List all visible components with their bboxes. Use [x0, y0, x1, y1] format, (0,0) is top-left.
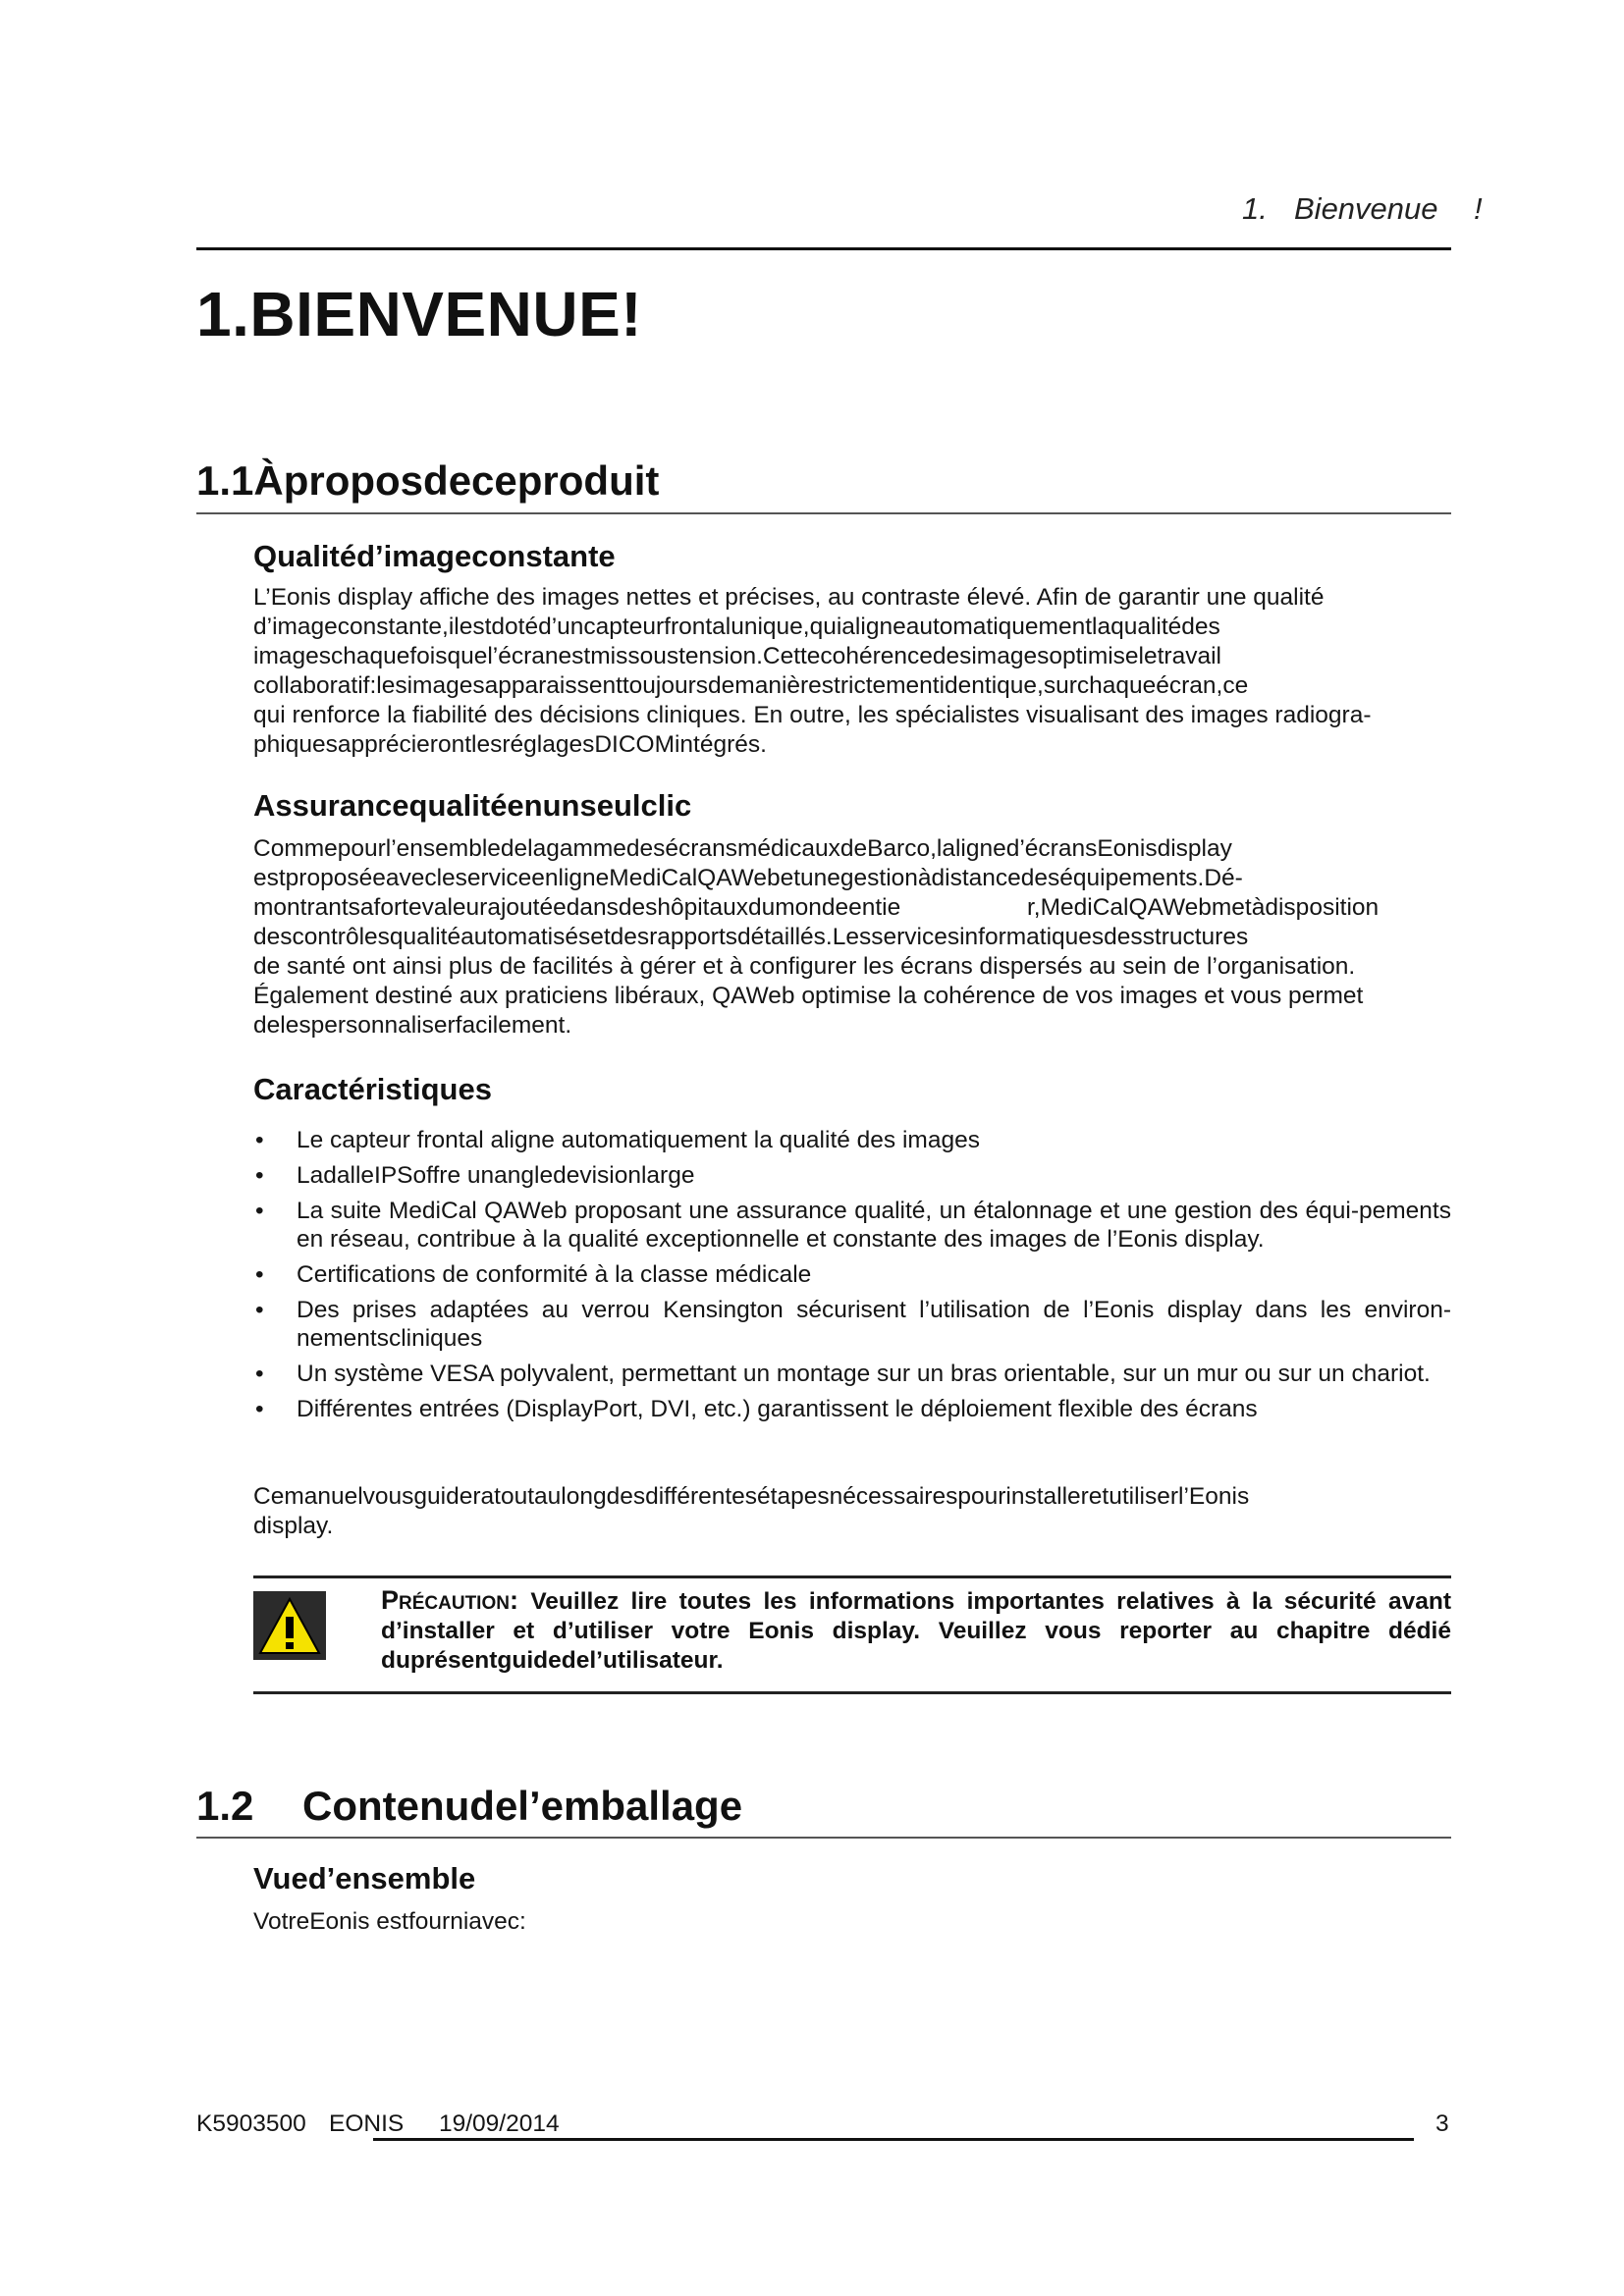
text-line: phiquesapprécierontlesréglagesDICOMintégrés.	[253, 731, 767, 758]
page-number: 3	[1435, 2110, 1449, 2137]
caution-body: Veuillez lire toutes les informations importantes relatives à la sécurité avant d’installer et d’utiliser votre Eonis display. Veuillez vous reporter au chapitre dédié duprésentguidedel’utilisateur.	[381, 1588, 1452, 1674]
features-list	[253, 1126, 1451, 1430]
text-line: Commepourl’ensembledelagammedesécransmédicauxdeBarco,laligned’écransEonisdisplay	[253, 835, 1232, 862]
section-title-1-1: 1.1Àproposdeceproduit	[196, 457, 660, 504]
paragraph-quality	[253, 583, 1451, 760]
text-line: L’Eonis display affiche des images nettes et précises, au contraste élevé. Afin de garantir une qualité	[253, 584, 1325, 611]
text-line: de santé ont ainsi plus de facilités à gérer et à configurer les écrans dispersés au sein de l’organisation.	[253, 953, 1356, 980]
section-divider-1-1	[196, 512, 1451, 514]
list-item: • La suite MediCal QAWeb proposant une assurance qualité, un étalonnage et une gestion des équi-pements en réseau, contribue à la qualité exceptionnelle et constante des images de l’Eonis display.	[253, 1197, 1451, 1254]
text-line: delespersonnaliserfacilement.	[253, 1012, 572, 1039]
header-divider	[196, 247, 1451, 250]
list-item: • Des prises adaptées au verrou Kensington sécurisent l’utilisation de l’Eonis display dans les environ-nementscliniques	[253, 1296, 1451, 1353]
text-line: qui renforce la fiabilité des décisions cliniques. En outre, les spécialistes visualisant des images radiogra-	[253, 702, 1372, 728]
header-chapter-word: Bienvenue	[1294, 191, 1438, 226]
caution-top-rule	[253, 1575, 1451, 1578]
paragraph-package-contents: VotreEonis estfourniavec:	[253, 1908, 526, 1935]
list-item: • Le capteur frontal aligne automatiquement la qualité des images	[253, 1126, 1451, 1154]
caution-label: Précaution:	[381, 1585, 518, 1615]
text-line: d’imageconstante,ilestdotéd’uncapteurfrontalunique,quialigneautomatiquementlaqualitédes	[253, 614, 1220, 640]
paragraph-manual-intro	[253, 1482, 1451, 1541]
text-line: imageschaquefoisquel’écranestmissoustension.Cettecohérencedesimagesoptimiseletravail	[253, 643, 1221, 669]
list-item: • Différentes entrées (DisplayPort, DVI, etc.) garantissent le déploiement flexible des écrans	[253, 1395, 1451, 1423]
list-item: • LadalleIPSoffre unangledevisionlarge	[253, 1161, 1451, 1190]
text-line	[253, 893, 1451, 923]
footer-date: 19/09/2014	[439, 2110, 560, 2137]
header-chapter-number: 1.	[1242, 191, 1268, 226]
footer-product: EONIS	[329, 2110, 405, 2137]
text-line-part: montrantsafortevaleurajoutéedansdeshôpitauxdumondeentie	[253, 894, 901, 921]
chapter-title: 1.BIENVENUE!	[196, 279, 643, 349]
subsection-heading-overview: Vued’ensemble	[253, 1861, 476, 1896]
subsection-heading-quality: Qualitéd’imageconstante	[253, 539, 616, 573]
subsection-heading-qa: Assurancequalitéenunseulclic	[253, 788, 692, 823]
section-divider-1-2	[196, 1837, 1451, 1839]
text-line: Également destiné aux praticiens libéraux, QAWeb optimise la cohérence de vos images et vous permet	[253, 983, 1364, 1009]
section-title-text: Contenudel’emballage	[302, 1783, 743, 1829]
footer-divider	[373, 2138, 1414, 2141]
header-exclamation: !	[1474, 191, 1483, 226]
paragraph-qa	[253, 834, 1451, 1041]
subsection-heading-features: Caractéristiques	[253, 1072, 492, 1106]
caution-bottom-rule	[253, 1691, 1451, 1694]
list-item: • Certifications de conformité à la classe médicale	[253, 1260, 1451, 1289]
text-line: display.	[253, 1513, 334, 1539]
caution-message	[381, 1585, 1451, 1676]
text-line: Cemanuelvousguideratoutaulongdesdifférentesétapesnécessairespourinstalleretutiliserl’Eonis	[253, 1483, 1250, 1510]
text-line-part: r,MediCalQAWebmetàdisposition	[1027, 894, 1380, 921]
section-title-1-2	[196, 1783, 742, 1830]
footer-doc-id: K5903500	[196, 2110, 306, 2137]
text-line: estproposéeavecleserviceenligneMediCalQAWebetunegestionàdistancedeséquipements.Dé-	[253, 865, 1243, 891]
section-number: 1.2	[196, 1783, 254, 1829]
warning-triangle-icon	[253, 1591, 326, 1660]
text-line: collaboratif:lesimagesapparaissenttoujoursdemanièrestrictementidentique,surchaqueécran,ce	[253, 672, 1249, 699]
text-line: descontrôlesqualitéautomatisésetdesrapportsdétaillés.Lesservicesinformatiquesdesstructures	[253, 924, 1249, 950]
list-item: • Un système VESA polyvalent, permettant un montage sur un bras orientable, sur un mur ou sur un chariot.	[253, 1360, 1451, 1388]
